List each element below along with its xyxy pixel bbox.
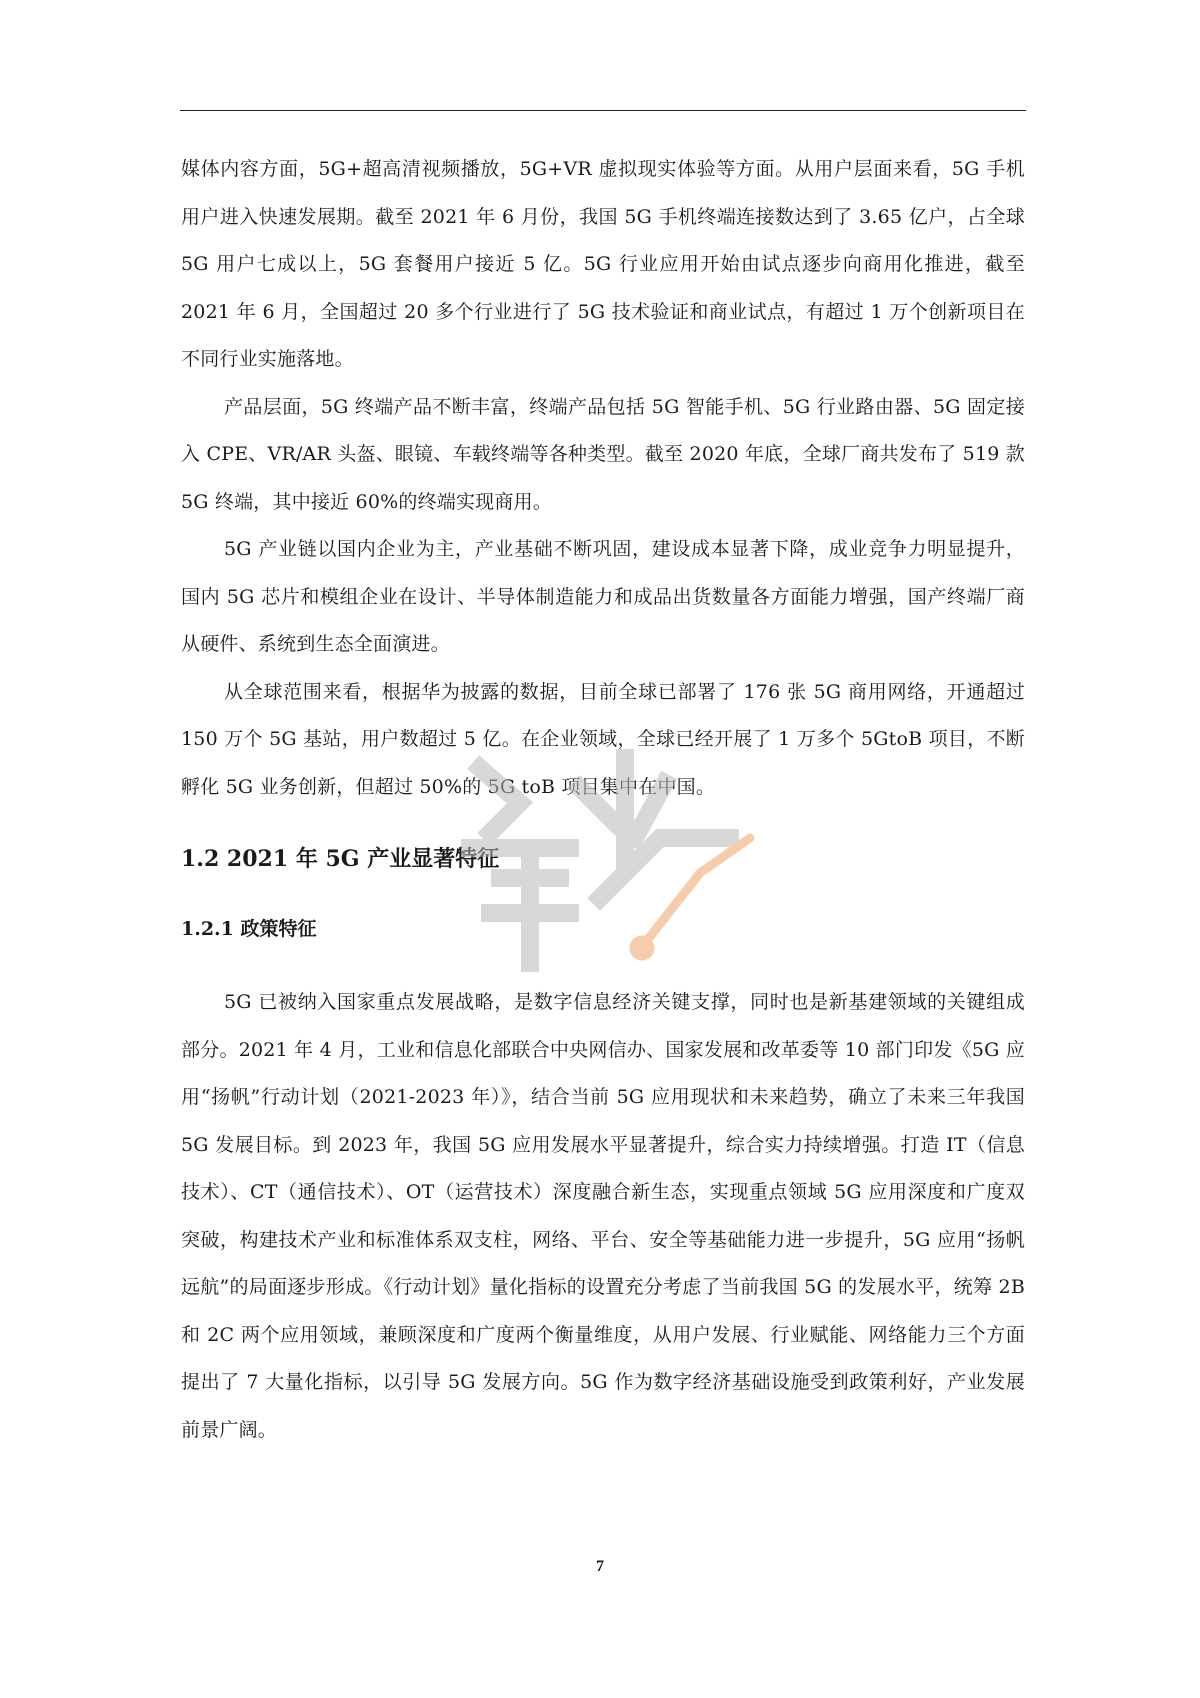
paragraph-policy: 5G 已被纳入国家重点发展战略，是数字信息经济关键支撑，同时也是新基建领域的关键组成部分。2021 年 4 月，工业和信息化部联合中央网信办、国家发展和改革委等 10 部门印发《5G 应用“扬帆”行动计划（2021-2023 年）》，结合当前 5G 应用现状和未来趋势，确立了未来三年我国 5G 发展目标。到 2023 年，我国 5G 应用发展水平显著提升，综合实力持续增强。打造 IT（信息技术）、CT（通信技术）、OT（运营技术）深度融合新生态，实现重点领域 5G 应用深度和广度双突破，构建技术产业和标准体系双支柱，网络、平台、安全等基础能力进一步提升，5G 应用“扬帆远航”的局面逐步形成。《行动计划》量化指标的设置充分考虑了当前我国 5G 的发展水平，统筹 2B 和 2C 两个应用领域，兼顾深度和广度两个衡量维度，从用户发展、行业赋能、网络能力三个方面提出了 7 大量化指标，以引导 5G 发展方向。5G 作为数字经济基础设施受到政策利好，产业发展前景广阔。 xyxy=(181,991,1025,1441)
subsection-heading: 1.2.1 政策特征 xyxy=(181,918,317,940)
header-rule xyxy=(180,110,1026,111)
paragraph-products: 产品层面，5G 终端产品不断丰富，终端产品包括 5G 智能手机、5G 行业路由器、5G 固定接入 CPE、VR/AR 头盔、眼镜、车载终端等各种类型。截至 2020 年底，全球厂商共发布了 519 款 5G 终端，其中接近 60%的终端实现商用。 xyxy=(181,395,1025,513)
paragraph-global-scope: 从全球范围来看，根据华为披露的数据，目前全球已部署了 176 张 5G 商用网络，开通超过 150 万个 5G 基站，用户数超过 5 亿。在企业领域，全球已经开展了 1 万多个 5GtoB 项目，不断孵化 5G 业务创新，但超过 50%的 5G toB 项目集中在中国。 xyxy=(181,680,1025,798)
page-body xyxy=(181,146,1025,1454)
page-number: 7 xyxy=(596,1558,604,1575)
paragraph-industry-chain: 5G 产业链以国内企业为主，产业基础不断巩固，建设成本显著下降，成业竞争力明显提升，国内 5G 芯片和模组企业在设计、半导体制造能力和成品出货数量各方面能力增强，国产终端厂商从硬件、系统到生态全面演进。 xyxy=(181,538,1025,655)
section-heading: 1.2 2021 年 5G 产业显著特征 xyxy=(181,846,500,872)
paragraph-media-users: 媒体内容方面，5G+超高清视频播放，5G+VR 虚拟现实体验等方面。从用户层面来看，5G 手机用户进入快速发展期。截至 2021 年 6 月份，我国 5G 手机终端连接数达到了 3.65 亿户，占全球 5G 用户七成以上，5G 套餐用户接近 5 亿。5G 行业应用开始由试点逐步向商用化推进，截至 2021 年 6 月，全国超过 20 多个行业进行了 5G 技术验证和商业试点，有超过 1 万个创新项目在不同行业实施落地。 xyxy=(181,158,1025,370)
